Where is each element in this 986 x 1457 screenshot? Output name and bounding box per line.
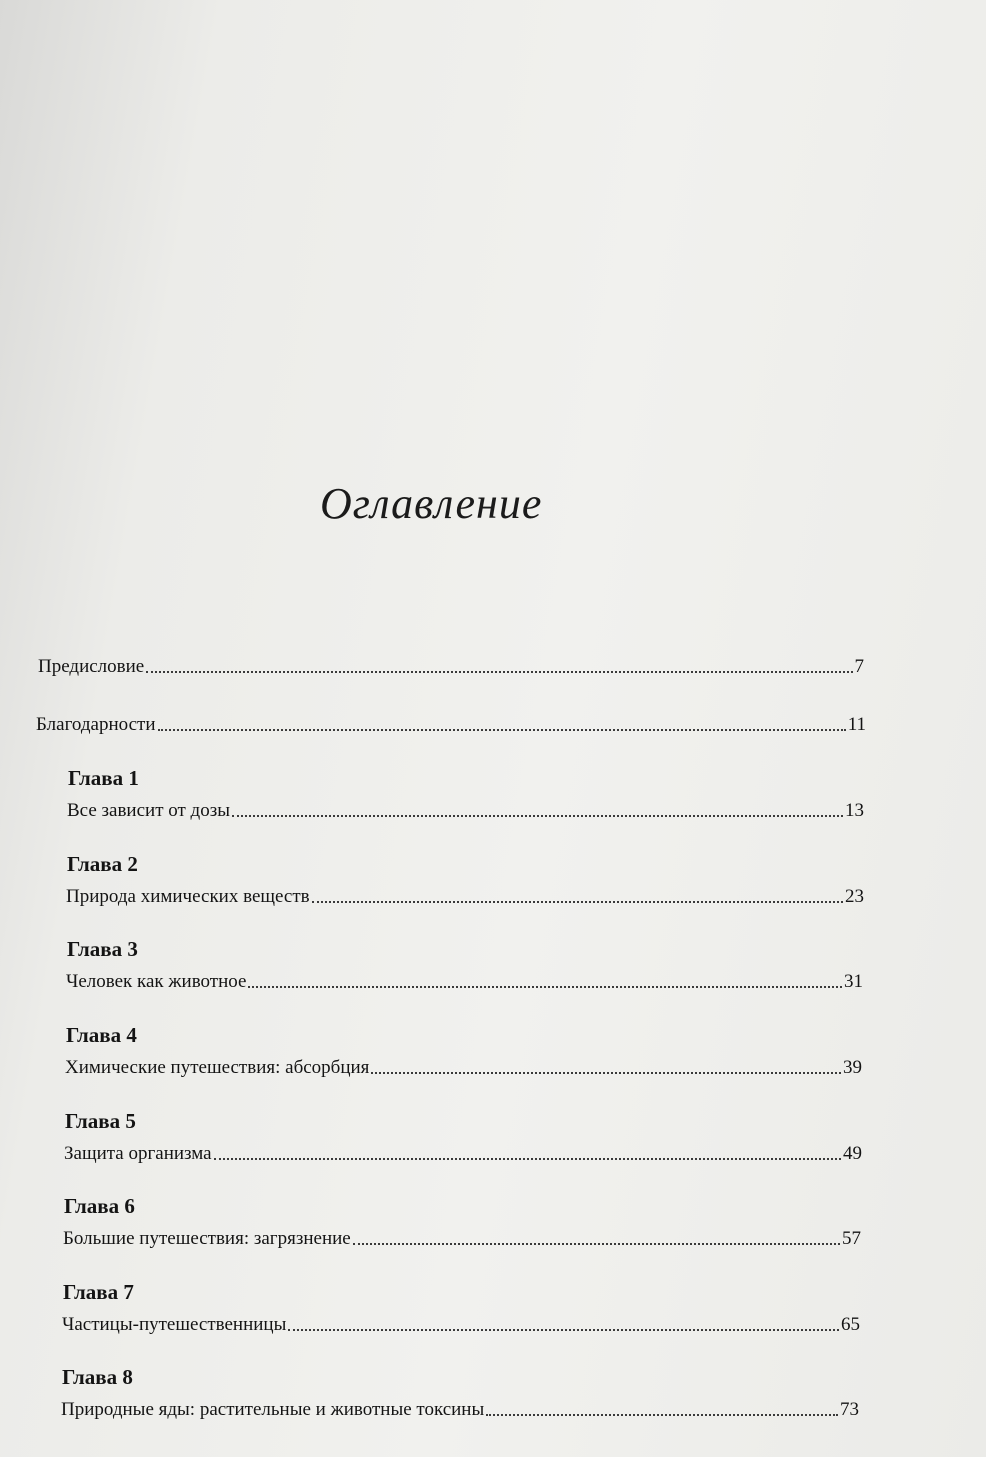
leader-dots — [158, 728, 846, 731]
toc-entry-title: Природные яды: растительные и животные токсины — [61, 1399, 485, 1420]
leader-dots — [312, 900, 843, 903]
leader-dots — [288, 1328, 839, 1331]
toc-entry-title: Химические путешествия: абсорбция — [65, 1057, 370, 1078]
toc-entry-page: 39 — [843, 1057, 862, 1078]
chapter-heading: Глава 2 — [67, 852, 138, 876]
toc-entry-page: 57 — [842, 1228, 861, 1249]
chapter-heading: Глава 1 — [68, 766, 139, 790]
page-title: Оглавление — [320, 479, 543, 528]
toc-entry-page: 11 — [847, 714, 866, 735]
toc-entry-page: 31 — [844, 971, 863, 992]
chapter-heading: Глава 6 — [64, 1194, 135, 1218]
chapter-heading: Глава 5 — [65, 1109, 136, 1133]
toc-entry-page: 73 — [840, 1399, 859, 1420]
leader-dots — [214, 1157, 841, 1160]
toc-entry-chapter — [66, 886, 864, 908]
toc-entry-title: Благодарности — [36, 714, 156, 735]
toc-entry-chapter — [67, 800, 864, 822]
toc-entry-title: Защита организма — [64, 1143, 212, 1164]
toc-entry-title: Частицы-путешественницы — [62, 1314, 287, 1335]
leader-dots — [232, 814, 843, 817]
toc-entry-title: Все зависит от дозы — [67, 800, 230, 821]
toc-entry-chapter — [65, 1057, 862, 1079]
chapter-heading: Глава 4 — [66, 1023, 137, 1047]
toc-entry-chapter — [66, 971, 863, 993]
toc-entry-chapter — [62, 1314, 860, 1336]
toc-entry-acknowledgements — [36, 714, 866, 736]
toc-entry-title: Природа химических веществ — [66, 886, 310, 907]
toc-entry-chapter — [61, 1399, 859, 1421]
leader-dots — [146, 670, 852, 673]
toc-entry-title: Большие путешествия: загрязнение — [63, 1228, 351, 1249]
chapter-heading: Глава 7 — [63, 1280, 134, 1304]
bleed-through — [705, 88, 710, 109]
chapter-heading: Глава 3 — [67, 937, 138, 961]
toc-entry-chapter — [64, 1143, 862, 1165]
chapter-heading: Глава 8 — [62, 1365, 133, 1389]
toc-entry-page: 13 — [845, 800, 864, 821]
toc-entry-chapter — [63, 1228, 861, 1250]
toc-entry-preface — [38, 656, 864, 678]
toc-entry-page: 23 — [845, 886, 864, 907]
leader-dots — [248, 985, 842, 988]
leader-dots — [353, 1242, 840, 1245]
toc-entry-title: Предисловие — [38, 656, 145, 677]
toc-entry-title: Человек как животное — [66, 971, 247, 992]
toc-entry-page: 49 — [843, 1143, 862, 1164]
leader-dots — [371, 1071, 841, 1074]
leader-dots — [486, 1413, 838, 1416]
toc-entry-page: 65 — [841, 1314, 860, 1335]
toc-entry-page: 7 — [854, 656, 864, 677]
